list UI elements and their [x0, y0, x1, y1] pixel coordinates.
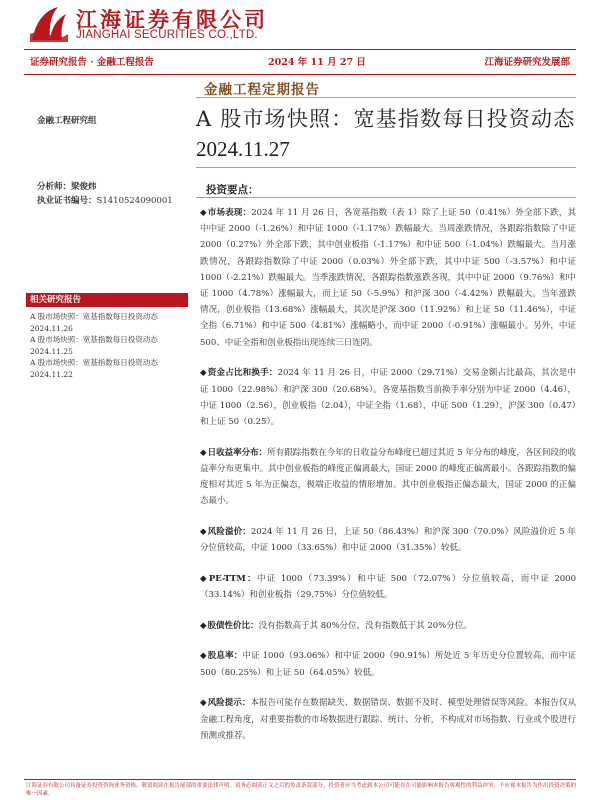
cert-label: 执业证书编号： [37, 196, 97, 206]
header-bar [24, 49, 576, 75]
key-point-text: 中证 1000（93.06%）和中证 2000（90.91%）所处近 5 年历史分位置较高，而中证 500（80.25%）和上证 50（64.05%）较低。 [200, 651, 576, 678]
key-point-dividend [200, 648, 576, 680]
report-category: 证券研究报告 · 金融工程报告 [30, 57, 154, 68]
key-point-label: 风险溢价： [207, 526, 251, 537]
key-point-market [200, 205, 576, 351]
footer-divider [24, 779, 576, 780]
department-label: 江海证券研究发展部 [484, 57, 570, 68]
divider [196, 167, 576, 168]
bullet-icon: ◆ [200, 573, 208, 584]
title-date: 2024.11.27 [196, 137, 290, 161]
related-report-link[interactable]: A 股市场快照：宽基指数每日投资动态 2024.11.25 [30, 335, 158, 356]
report-type: 金融工程定期报告 [204, 82, 320, 98]
bullet-icon: ◆ [200, 368, 207, 379]
bullet-icon: ◆ [200, 447, 207, 458]
analyst-cert [37, 194, 173, 206]
related-report-link[interactable]: A 股市场快照：宽基指数每日投资动态 2024.11.26 [30, 312, 158, 333]
key-point-label: 日收益率分布： [207, 447, 268, 458]
page-title: A 股市场快照：宽基指数每日投资动态 [196, 107, 576, 131]
key-points-content [200, 205, 576, 758]
key-point-label: 股债性价比： [207, 620, 259, 631]
key-point-risk-premium [200, 524, 576, 556]
key-point-text: 2024 年 11 月 26 日，中证 2000（29.71%）交易金额占比最高，其次是中证 1000（22.98%）和沪深 300（20.68%）。各宽基指数当前换手率分别为中证 2000（4.46），中证 1000（2.56），创业板指（2.04），中证全指（1.68），中证 500（1.29），沪深 300（0.47）和上证 50（0.25）。 [200, 368, 576, 427]
key-point-return-dist [200, 445, 576, 510]
related-report-link[interactable]: A 股市场快照：宽基指数每日投资动态 2024.11.22 [30, 358, 158, 379]
bullet-icon: ◆ [200, 698, 207, 709]
company-name-cn: 江海证券有限公司 [76, 7, 268, 32]
related-reports-heading: 相关研究报告 [26, 293, 188, 307]
key-point-label: PE-TTM： [208, 573, 257, 584]
key-point-risk-warning [200, 695, 576, 744]
company-name-en: JIANGHAI SECURITIES CO.,LTD. [76, 29, 258, 41]
key-point-label: 资金占比和换手： [207, 368, 278, 379]
analyst-name: 分析师：梁俊炜 [37, 182, 97, 192]
cert-number: S1410524090001 [96, 196, 173, 206]
key-point-text: 2024 年 11 月 26 日，各宽基指数（表 1）除了上证 50（0.41%）外全部下跌，其中中证 2000（-1.26%）和中证 1000（-1.17%）跌幅最大。当周涨跌情况，各跟踪指数除了中证 2000（0.27%）外全部下跌，其中创业板指（-1.17%）和中证 500（-1.04%）跌幅最大。当月涨跌情况，各跟踪指数除了中证 2000（0.03%）外全部下跌，其中中证 500（-3.57%）和中证 1000（-2.21%）跌幅最大。当季涨跌情况，各跟踪指数涨跌各现，其中中证 2000（9.76%）和中证 1000（4.78%）涨幅最大，而上证 50（-5.9%）和沪深 300（-4.42%）跌幅最大。当年涨跌情况，创业板指（13.68%）涨幅最大，其次是沪深 300（11.92%）和上证 50（11.46%），中证全指（6.71%）和中证 500（4.81%）涨幅略小，而中证 2000（-0.91%）涨幅最小。另外，中证 500、中证全指和创业板指出现连续三日连阴。 [200, 208, 576, 348]
key-point-turnover [200, 365, 576, 430]
research-team: 金融工程研究组 [37, 116, 97, 126]
related-reports-list [30, 311, 190, 380]
bullet-icon: ◆ [200, 620, 207, 631]
divider [196, 197, 576, 198]
key-point-label: 市场表现： [207, 208, 252, 218]
key-point-text: 没有指数高于其 80%分位，没有指数低于其 20%分位。 [258, 620, 472, 631]
jianghai-logo-icon [28, 4, 70, 44]
report-date: 2024 年 11 月 27 日 [268, 57, 366, 68]
footer-disclaimer: 江海证券有限公司具备证券投资咨询业务资格，敬请阅读在报告尾部的重要法律声明。请务必阅读正文之后的免责条款部分。投资者应当考虑到本公司可能存在可能影响本报告客观性的利益冲突，不应视本报告为作出投资决策的唯一因素。 [26, 783, 577, 797]
key-point-text: 本报告可能存在数据缺失、数据错误、数据不及时、模型处理错误等风险。本报告仅从金融工程角度，对重要指数的市场数据进行跟踪、统计、分析，不构成对市场指数、行业或个股进行预测或推荐。 [200, 698, 576, 741]
key-point-pe-ttm [200, 571, 576, 603]
key-point-text: 中证 1000（73.39%）和中证 500（72.07%）分位值较高，而中证 2000（33.14%）和创业板指（29.75%）分位值较低。 [200, 573, 576, 601]
divider [196, 97, 576, 98]
key-points-title: 投资要点： [206, 184, 259, 196]
key-point-text: 2024 年 11 月 26 日，上证 50（86.43%）和沪深 300（70.0%）风险溢价近 5 年分位值较高，中证 1000（33.65%）和中证 2000（31.35%）较低。 [200, 526, 576, 554]
key-point-label: 股息率： [207, 651, 243, 662]
bullet-icon: ◆ [200, 651, 207, 662]
key-point-equity-bond [200, 618, 576, 634]
bullet-icon: ◆ [200, 208, 207, 218]
key-point-label: 风险提示： [207, 698, 251, 709]
bullet-icon: ◆ [200, 526, 207, 537]
key-point-text: 所有跟踪指数在今年的日收益分布峰度已超过其近 5 年分布的峰度，各区间段的收益率分布更集中。其中创业板指的峰度正偏离最大，国证 2000 的峰度正偏离最小。各跟踪指数的偏度相对其近 5 年为正偏态，极端正收益的情形增加。其中创业板指正偏态最大，国证 2000 的正偏态最小。 [200, 447, 576, 507]
